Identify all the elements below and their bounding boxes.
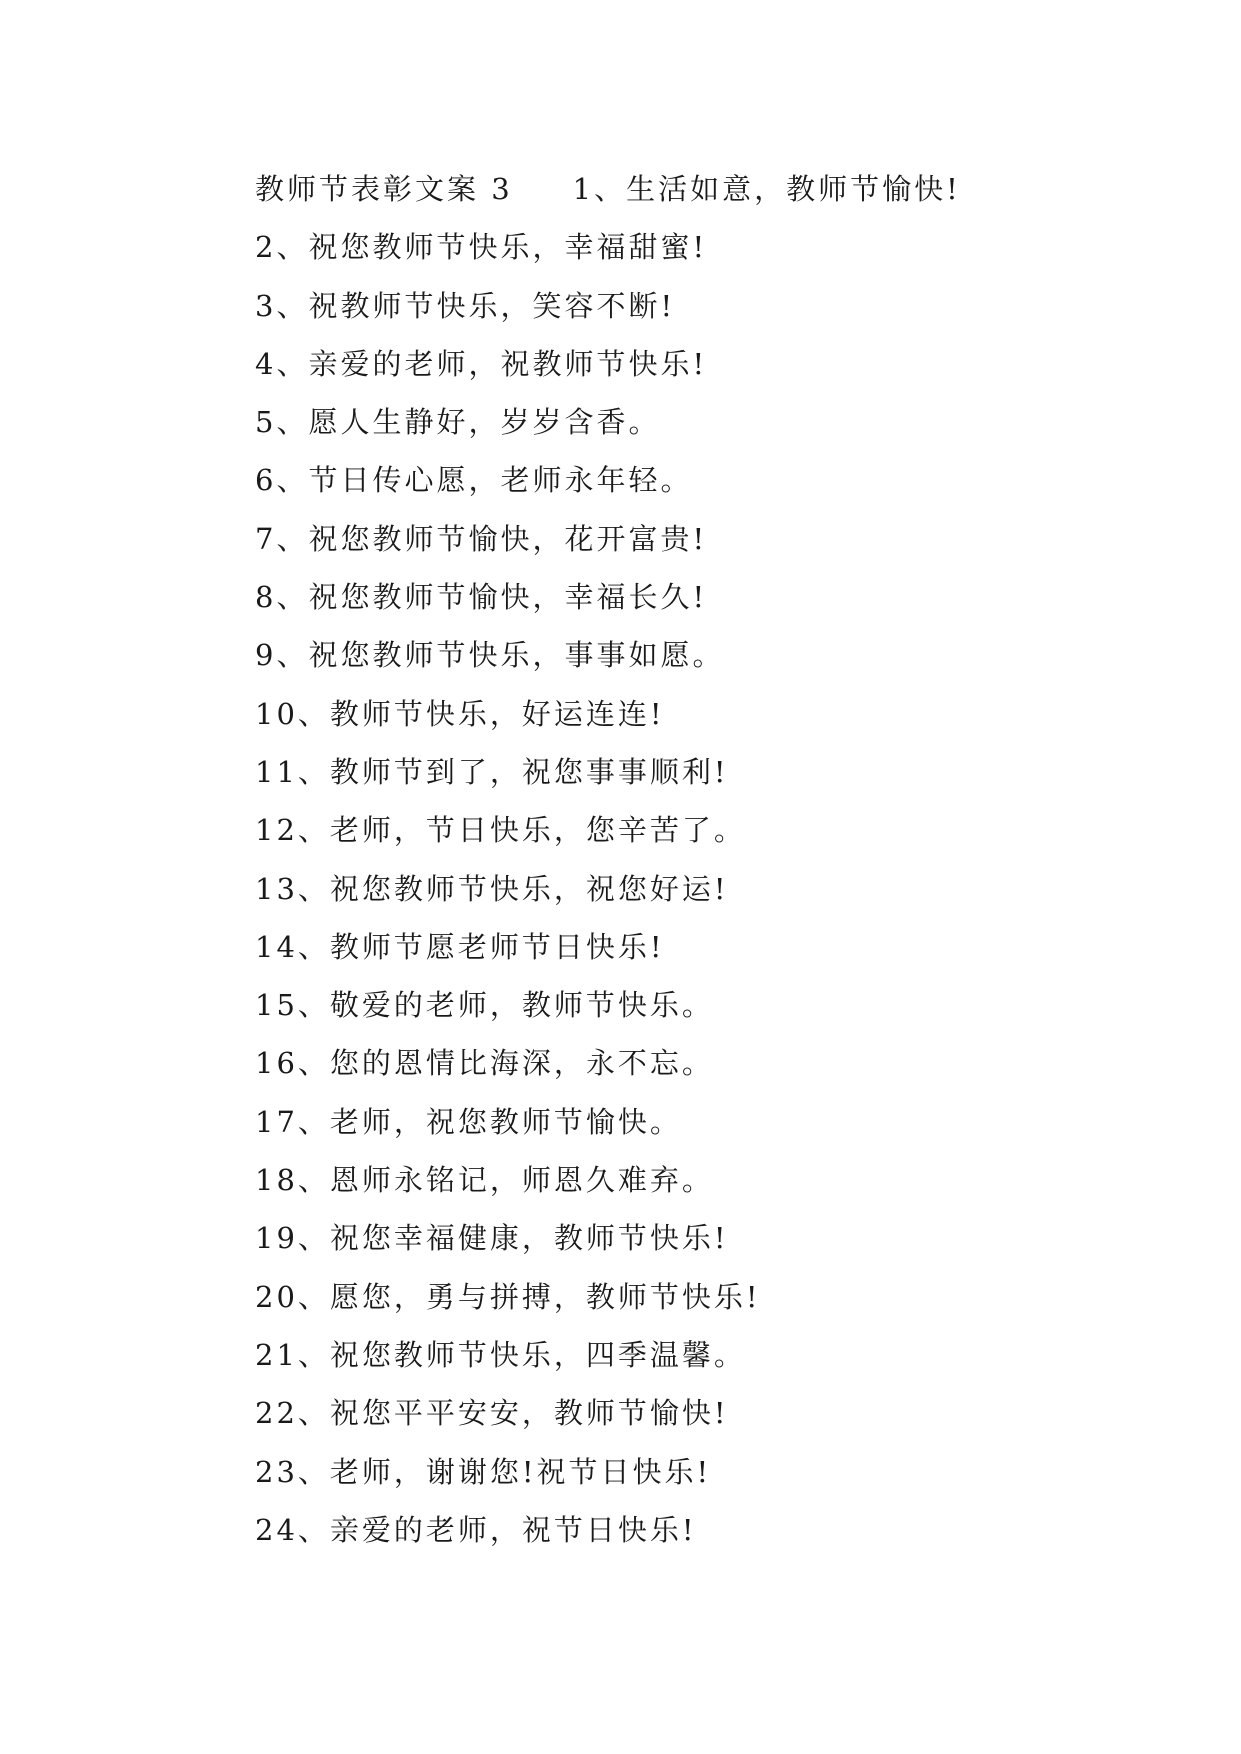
list-item: 10、教师节快乐，好运连连! (255, 696, 665, 731)
list-item: 17、老师，祝您教师节愉快。 (255, 1104, 682, 1139)
list-item: 5、愿人生静好，岁岁含香。 (255, 405, 661, 440)
list-item: 18、恩师永铭记，师恩久难弃。 (255, 1163, 714, 1198)
list-item: 22、祝您平平安安，教师节愉快! (255, 1396, 729, 1431)
list-item: 3、祝教师节快乐，笑容不断! (255, 288, 676, 323)
list-item: 4、亲爱的老师，祝教师节快乐! (255, 346, 708, 381)
list-item: 24、亲爱的老师，祝节日快乐! (255, 1512, 697, 1547)
list-item: 15、敬爱的老师，教师节快乐。 (255, 988, 714, 1023)
title-line (255, 160, 1055, 218)
list-item: 7、祝您教师节愉快，花开富贵! (255, 521, 708, 556)
list-item: 20、愿您，勇与拼搏，教师节快乐! (255, 1279, 761, 1314)
document-title: 教师节表彰文案 3 (255, 172, 513, 206)
list-item: 11、教师节到了，祝您事事顺利! (255, 754, 729, 789)
list-item: 13、祝您教师节快乐，祝您好运! (255, 871, 729, 906)
list-item: 14、教师节愿老师节日快乐! (255, 929, 665, 964)
list-item: 8、祝您教师节愉快，幸福长久! (255, 580, 708, 615)
list-item: 12、老师，节日快乐，您辛苦了。 (255, 813, 746, 848)
list-item: 16、您的恩情比海深，永不忘。 (255, 1046, 714, 1081)
list-item: 2、祝您教师节快乐，幸福甜蜜! (255, 230, 708, 265)
list-item: 19、祝您幸福健康，教师节快乐! (255, 1221, 729, 1256)
list-item: 23、老师，谢谢您!祝节日快乐! (255, 1454, 712, 1489)
list-item: 9、祝您教师节快乐，事事如愿。 (255, 638, 725, 673)
list-item: 1、生活如意，教师节愉快! (572, 172, 961, 206)
list-item: 6、节日传心愿，老师永年轻。 (255, 463, 693, 498)
list-item: 21、祝您教师节快乐，四季温馨。 (255, 1337, 746, 1372)
document-body (255, 160, 1055, 1559)
